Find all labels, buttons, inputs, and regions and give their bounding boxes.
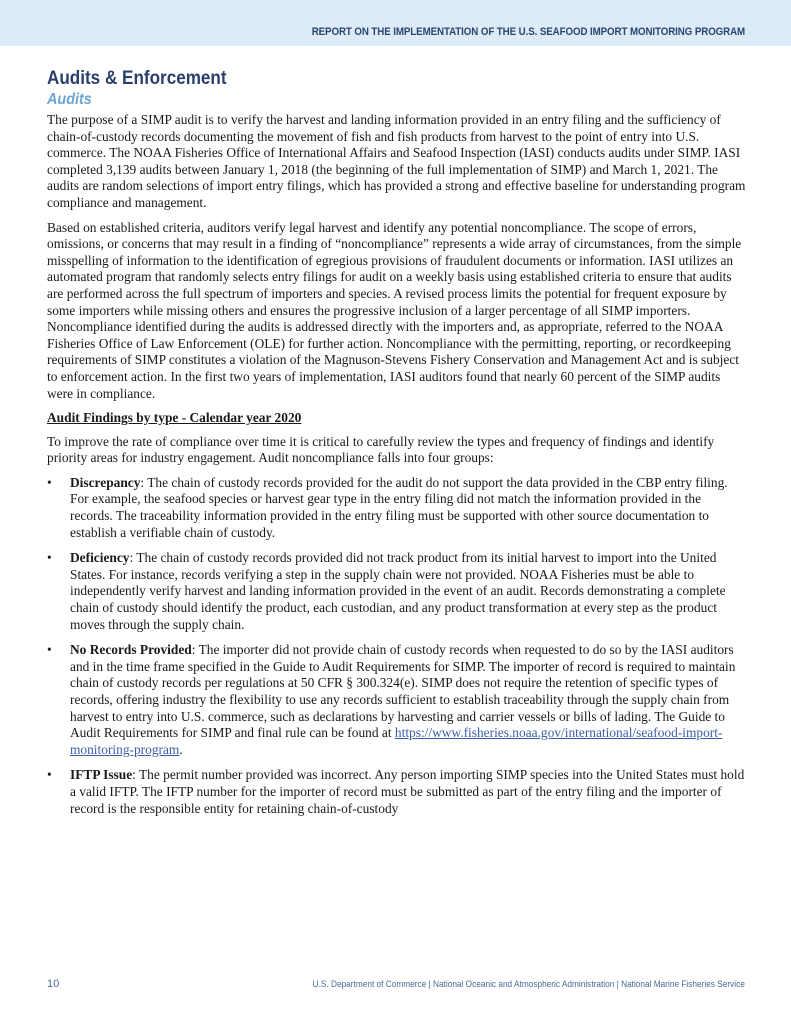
page-content [47,68,747,826]
report-title: REPORT ON THE IMPLEMENTATION OF THE U.S. SEAFOOD IMPORT MONITORING PROGRAM [311,26,745,38]
list-item-deficiency [47,550,747,633]
finding-term: Discrepancy [70,474,141,490]
finding-text: : The chain of custody records provided for the audit do not support the data provided in the CBP entry filing. For example, the seafood species or harvest gear type in the entry filing did not match the information provided in the records. The traceability information provided in the entry filing must be supported with other source documentation to establish a verifiable chain of custody. [70,474,728,540]
finding-text: : The permit number provided was incorrect. Any person importing SIMP species into the United States must hold a valid IFTP. The IFTP number for the importer of record must be submitted as part of the entry filing and the importer of record is the responsible entity for retaining chain-of-custody [70,767,745,816]
findings-heading: Audit Findings by type - Calendar year 2020 [47,410,302,426]
list-item-discrepancy [47,475,747,541]
header-bar [0,0,791,46]
findings-list [47,475,747,817]
finding-term: IFTP Issue [70,767,133,783]
bullet-icon: • [47,767,52,783]
bullet-icon: • [47,474,52,490]
finding-term: No Records Provided [70,642,192,658]
paragraph-audit-criteria: Based on established criteria, auditors verify legal harvest and identify any potential noncompliance. The scope of errors, omissions, or concerns that may result in a finding of “noncompliance” represents a wide array of circumstances, from the simple misspelling of information to the identification of egregious provisions of fraudulent documents or information. IASI utilizes an automated program that randomly selects entry filings for audit on a weekly basis using established criteria to ensure that audits are performed across the full spectrum of importers and species. A revised process limits the potential for frequent exposure by some importers while missing others and ensures the progressive inclusion of a larger percentage of all SIMP importers. Noncompliance identified during the audits is addressed directly with the importers and, as appropriate, referred to the NOAA Fisheries Office of Law Enforcement (OLE) for further action. Noncompliance with the permitting, reporting, or recordkeeping requirements of SIMP constitutes a violation of the Magnuson-Stevens Fishery Conservation and Management Act and is subject to enforcement action. In the first two years of implementation, IASI auditors found that nearly 60 percent of the SIMP audits were in compliance. [47,219,742,401]
bullet-icon: • [47,642,52,658]
bullet-icon: • [47,550,52,566]
footer-agencies: U.S. Department of Commerce | National Oceanic and Atmospheric Administration | National Marine Fisheries Service [312,979,745,989]
finding-term: Deficiency [70,550,130,566]
finding-text: : The importer did not provide chain of custody records when requested to do so by the IASI auditors and in the time frame specified in the Guide to Audit Requirements for SIMP. The importer of record is required to maintain chain of custody records per regulations at 50 CFR § 300.324(e). SIMP does not require the retention of specific types of records, offering industry the flexibility to use any records sufficient to establish traceability through the supply chain from harvest to entry into U.S. commerce, such as declarations by harvesting and carrier vessels or bills of lading. The Guide to Audit Requirements for SIMP and final rule can be found at [70,642,736,741]
list-item-no-records [47,642,747,758]
page-footer [0,978,791,998]
finding-text: : The chain of custody records provided did not track product from its initial harvest to import into the United States. For instance, records verifying a step in the supply chain were not provided. NOAA Fisheries must be able to independently verify harvest and landing information provided in the event of an audit. Records demonstrating a complete chain of custody should identify the product, each custodian, and any product transformation at every step as the product moves through the supply chain. [70,550,726,632]
simp-website-link[interactable]: https://www.fisheries.noaa.gov/international/seafood-import-monitoring-program [70,725,723,757]
page-number: 10 [47,978,60,990]
section-subtitle: Audits [47,91,92,108]
section-title: Audits & Enforcement [47,68,227,89]
list-item-iftp-issue [47,767,747,817]
finding-text-end: . [179,741,183,757]
findings-intro: To improve the rate of compliance over time it is critical to carefully review the types and frequency of findings and identify priority areas for industry engagement. Audit noncompliance falls into four groups: [47,433,715,466]
paragraph-audit-purpose: The purpose of a SIMP audit is to verify the harvest and landing information provided in an entry filing and the sufficiency of chain-of-custody records documenting the movement of fish and fish products from harvest to the point of entry into U.S. commerce. The NOAA Fisheries Office of International Affairs and Seafood Inspection (IASI) conducts audits under SIMP. IASI completed 3,139 audits between January 1, 2018 (the beginning of the full implementation of SIMP) and March 1, 2021. The audits are random selections of import entry filings, which has provided a strong and effective baseline for understanding program compliance and management. [47,112,746,210]
